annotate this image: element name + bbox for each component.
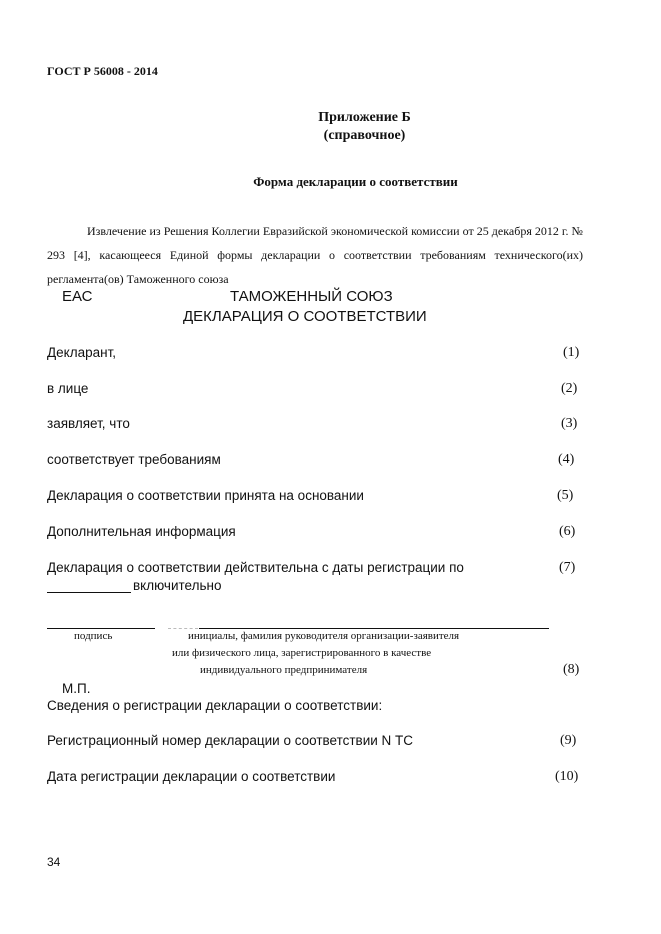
page-number: 34 bbox=[47, 855, 61, 869]
declaration-title: ДЕКЛАРАЦИЯ О СООТВЕТСТВИИ bbox=[183, 308, 427, 325]
field-basis-label: Декларация о соответствии принята на основании bbox=[47, 488, 364, 503]
signature-separator bbox=[168, 628, 198, 629]
field-additional-info-label: Дополнительная информация bbox=[47, 524, 236, 539]
registration-heading: Сведения о регистрации декларации о соответствии: bbox=[47, 698, 383, 713]
name-caption-line1: инициалы, фамилия руководителя организации-заявителя bbox=[188, 630, 460, 642]
field-additional-info-number: (6) bbox=[559, 524, 576, 539]
field-validity-label: Декларация о соответствии действительна с даты регистрации по bbox=[47, 560, 464, 575]
inclusive-text: включительно bbox=[133, 578, 222, 593]
field-represented-by-label: в лице bbox=[47, 381, 89, 396]
field-declarant-label: Декларант, bbox=[47, 345, 117, 360]
field-signature-number: (8) bbox=[563, 662, 580, 677]
document-code: ГОСТ Р 56008 - 2014 bbox=[47, 64, 158, 78]
field-requirements-label: соответствует требованиям bbox=[47, 452, 221, 467]
appendix-subtitle: (справочное) bbox=[323, 128, 406, 143]
field-declares-label: заявляет, что bbox=[47, 416, 130, 431]
field-validity-number: (7) bbox=[559, 560, 576, 575]
field-basis-number: (5) bbox=[557, 488, 574, 503]
name-line bbox=[199, 628, 549, 629]
name-caption-line2: или физического лица, зарегистрированного в качестве bbox=[172, 647, 432, 659]
validity-date-blank bbox=[47, 578, 131, 593]
field-reg-number-label: Регистрационный номер декларации о соответствии N ТС bbox=[47, 733, 414, 748]
field-reg-date-number: (10) bbox=[555, 769, 579, 784]
field-declares-number: (3) bbox=[561, 416, 578, 431]
validity-continuation bbox=[47, 578, 221, 593]
name-caption-line3: индивидуального предпринимателя bbox=[200, 664, 368, 676]
field-declarant-number: (1) bbox=[563, 345, 580, 360]
signature-caption: подпись bbox=[74, 630, 113, 642]
field-reg-number-number: (9) bbox=[560, 733, 577, 748]
field-reg-date-label: Дата регистрации декларации о соответствии bbox=[47, 769, 336, 784]
appendix-title: Приложение Б bbox=[318, 110, 411, 125]
eac-mark: ЕАС bbox=[62, 288, 93, 305]
stamp-place: М.П. bbox=[62, 681, 91, 696]
intro-text: Извлечение из Решения Коллегии Евразийской экономической комиссии от 25 декабря 2012 г. № 293 [4], касающееся Единой формы декларации о соответствии требованиям технического(их) регламента(ов) Таможенного союза bbox=[47, 224, 583, 286]
customs-union-heading: ТАМОЖЕННЫЙ СОЮЗ bbox=[230, 288, 393, 305]
field-requirements-number: (4) bbox=[558, 452, 575, 467]
field-represented-by-number: (2) bbox=[561, 381, 578, 396]
signature-line bbox=[47, 628, 155, 629]
intro-paragraph bbox=[47, 219, 583, 291]
form-title: Форма декларации о соответствии bbox=[253, 174, 458, 189]
